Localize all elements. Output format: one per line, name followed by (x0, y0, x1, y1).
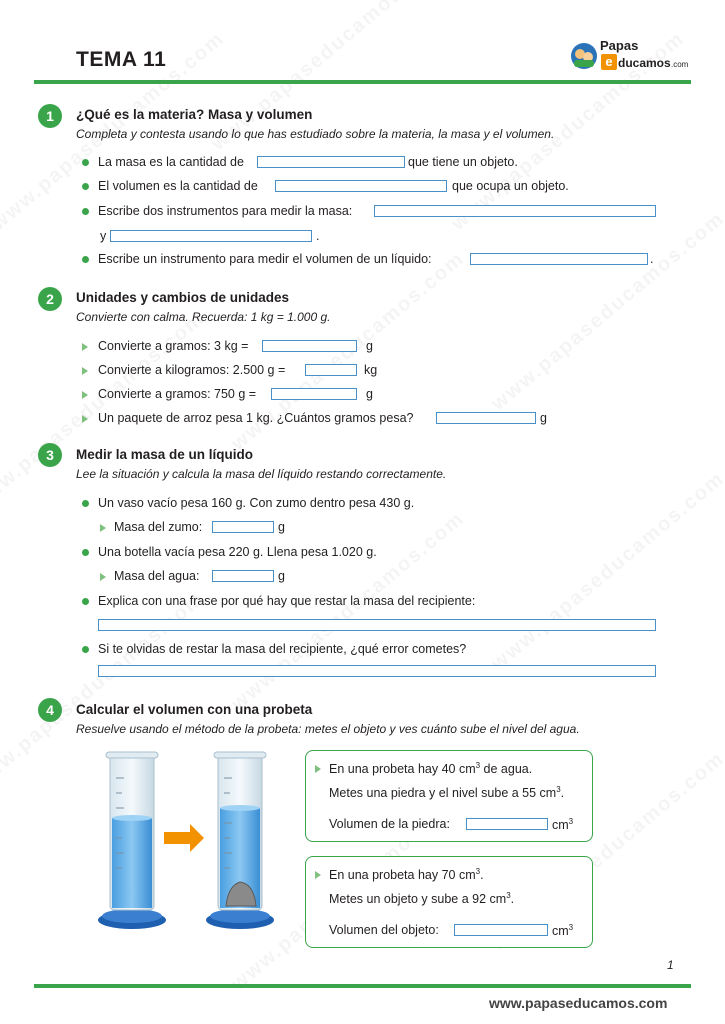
top-divider (34, 80, 691, 84)
p2-line1: En una probeta hay 70 $cm^3$. (329, 867, 484, 883)
s1-item2-text-b: que ocupa un objeto. (452, 179, 569, 193)
arrow-bullet (315, 765, 321, 773)
s1-item1-text-a: La masa es la cantidad de (98, 155, 244, 169)
p1-line2: Metes una piedra y el nivel sube a 55 $cm^3$. (329, 785, 565, 801)
s1-item3-period: . (316, 229, 320, 243)
s2-row2-text: Convierte a kilogramos: 2.500 g = (98, 363, 286, 377)
bullet (82, 208, 89, 215)
arrow-bullet (82, 415, 88, 423)
graduated-cylinders-illustration (92, 748, 282, 938)
s3-item4-text: Si te olvidas de restar la masa del recipiente, ¿qué error cometes? (98, 642, 467, 656)
s3-item3-text: Explica con una frase por qué hay que restar la masa del recipiente: (98, 594, 476, 608)
section-4-title: Calcular el volumen con una probeta (76, 702, 313, 717)
p1-line1: En una probeta hay 40 $cm^3$ de agua. (329, 761, 533, 777)
cylinder-left-icon (98, 752, 166, 929)
p1-answer[interactable] (466, 818, 548, 830)
s1-item1-text-b: que tiene un objeto. (408, 155, 518, 169)
p2-answer[interactable] (454, 924, 548, 936)
s1-item3-text: Escribe dos instrumentos para medir la masa: (98, 204, 353, 218)
s3-item1-unit: g (278, 520, 285, 534)
p2-line3: Volumen del objeto: (329, 923, 439, 937)
s1-item4-text: Escribe un instrumento para medir el volumen de un líquido: (98, 252, 432, 266)
s1-item1-answer[interactable] (257, 156, 405, 168)
s3-item2-unit: g (278, 569, 285, 583)
p1-line3: Volumen de la piedra: (329, 817, 450, 831)
s1-item2-answer[interactable] (275, 180, 447, 192)
section-1-subtitle: Completa y contesta usando lo que has estudiado sobre la materia, la masa y el volumen. (76, 127, 555, 141)
logo-papas: Papas (600, 38, 639, 53)
bullet (82, 500, 89, 507)
section-number-1: 1 (38, 104, 62, 128)
section-2-title: Unidades y cambios de unidades (76, 290, 290, 305)
s2-row4-unit: g (540, 411, 547, 425)
s2-row3-answer[interactable] (271, 388, 357, 400)
s2-row3-text: Convierte a gramos: 750 g = (98, 387, 257, 401)
section-number-3: 3 (38, 443, 62, 467)
logo-e: e (601, 54, 617, 70)
footer-site: www.papaseducamos.com (489, 995, 668, 1011)
arrow-bullet (100, 573, 106, 581)
p2-unit: $cm^3$ (552, 923, 574, 939)
right-arrow-icon (164, 824, 204, 852)
s2-row3-unit: g (366, 387, 373, 401)
p1-unit: $cm^3$ (552, 817, 574, 833)
arrow-bullet (82, 367, 88, 375)
s1-item3-answer-2[interactable] (110, 230, 312, 242)
p2-line2: Metes un objeto y sube a 92 $cm^3$. (329, 891, 515, 907)
s3-item2-text: Una botella vacía pesa 220 g. Llena pesa 1.020 g. (98, 545, 377, 559)
s1-item3-answer-1[interactable] (374, 205, 656, 217)
arrow-bullet (82, 391, 88, 399)
s3-item4-answer[interactable] (98, 665, 656, 677)
s2-row1-unit: g (366, 339, 373, 353)
arrow-bullet (82, 343, 88, 351)
page-number: 1 (667, 958, 674, 972)
s1-item4-answer[interactable] (470, 253, 648, 265)
s3-item3-answer[interactable] (98, 619, 656, 631)
arrow-bullet (315, 871, 321, 879)
section-1-title: ¿Qué es la materia? Masa y volumen (76, 107, 313, 122)
logo-ducamos: ducamos (618, 56, 671, 70)
s1-item3-y: y (100, 229, 107, 243)
s2-row1-answer[interactable] (262, 340, 357, 352)
s3-item1-text: Un vaso vacío pesa 160 g. Con zumo dentro pesa 430 g. (98, 496, 415, 510)
section-3-subtitle: Lee la situación y calcula la masa del líquido restando correctamente. (76, 467, 447, 481)
kids-icon (570, 42, 598, 70)
papaseducamos-logo (568, 36, 693, 76)
page-title: TEMA 11 (76, 48, 167, 71)
s2-row2-unit: kg (364, 363, 378, 377)
s2-row4-text: Un paquete de arroz pesa 1 kg. ¿Cuántos gramos pesa? (98, 411, 414, 425)
arrow-bullet (100, 524, 106, 532)
section-3-title: Medir la masa de un líquido (76, 447, 254, 462)
bullet (82, 598, 89, 605)
bullet (82, 183, 89, 190)
section-number-2: 2 (38, 287, 62, 311)
bullet (82, 256, 89, 263)
s3-item2-sub: Masa del agua: (114, 569, 200, 583)
s2-row4-answer[interactable] (436, 412, 536, 424)
s2-row1-text: Convierte a gramos: 3 kg = (98, 339, 249, 353)
section-number-4: 4 (38, 698, 62, 722)
s1-item4-period: . (650, 252, 654, 266)
s1-item2-text-a: El volumen es la cantidad de (98, 179, 258, 193)
s3-item1-answer[interactable] (212, 521, 274, 533)
s3-item1-sub: Masa del zumo: (114, 520, 203, 534)
section-2-subtitle: Convierte con calma. Recuerda: 1 kg = 1.000 g. (76, 310, 331, 324)
bullet (82, 646, 89, 653)
bullet (82, 549, 89, 556)
s3-item2-answer[interactable] (212, 570, 274, 582)
bullet (82, 159, 89, 166)
s2-row2-answer[interactable] (305, 364, 357, 376)
section-4-subtitle: Resuelve usando el método de la probeta: metes el objeto y ves cuánto sube el nivel del agua. (76, 722, 580, 736)
cylinder-right-icon (206, 752, 274, 929)
logo-com: .com (671, 60, 689, 69)
bottom-divider (34, 984, 691, 988)
